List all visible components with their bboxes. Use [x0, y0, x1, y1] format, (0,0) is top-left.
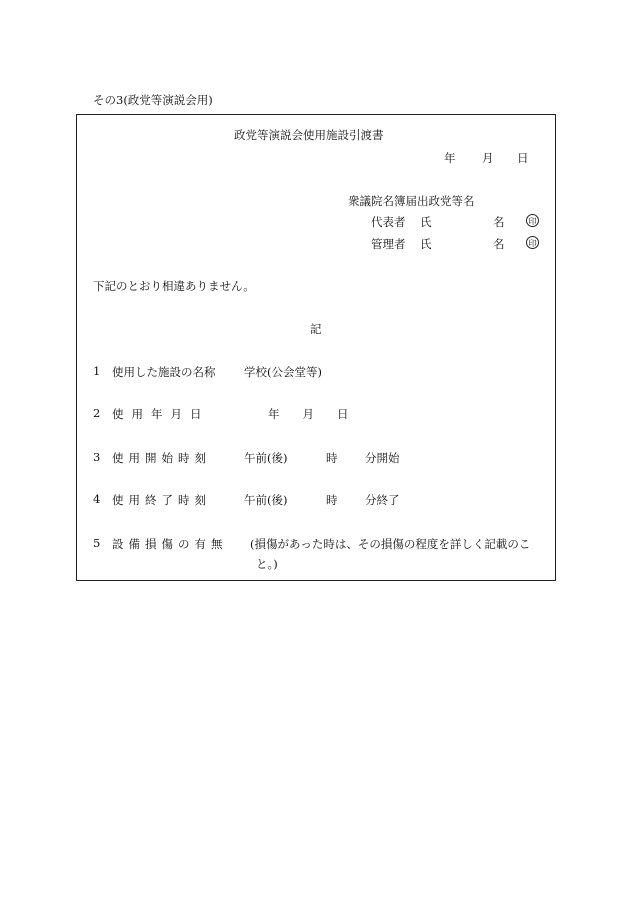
- manager-seal: [526, 235, 539, 249]
- item-5-value: (損傷があった時は、その損傷の程度を詳しく記載のこ: [250, 537, 531, 551]
- item-3-label: 使用開始時刻: [112, 451, 211, 465]
- representative-seal: [526, 213, 539, 227]
- item-4-suffix: 分終了: [365, 493, 400, 507]
- item-4-number: 4: [93, 492, 101, 506]
- item-3-hour: 時: [326, 451, 338, 465]
- party-name-label: 衆議院名簿届出政党等名: [348, 194, 475, 208]
- manager-given-label: 名: [493, 237, 505, 251]
- representative-role: 代表者: [371, 215, 406, 229]
- item-4-hour: 時: [326, 493, 338, 507]
- item-1-value: 学校(公会堂等): [244, 365, 322, 379]
- item-1-label: 使用した施設の名称: [112, 365, 216, 379]
- date-year-label: 年: [444, 151, 456, 165]
- item-5-number: 5: [93, 536, 101, 550]
- seal-icon: 印: [526, 236, 539, 249]
- document-title: 政党等演説会使用施設引渡書: [234, 128, 384, 142]
- seal-icon: 印: [526, 214, 539, 227]
- ki-heading: 記: [310, 322, 322, 336]
- representative-surname-label: 氏: [420, 215, 432, 229]
- item-5-label: 設備損傷の有無: [112, 537, 228, 551]
- manager-role: 管理者: [371, 237, 406, 251]
- item-4-label: 使用終了時刻: [112, 493, 211, 507]
- item-3-prefix: 午前(後): [244, 451, 288, 465]
- form-label: その3(政党等演説会用): [93, 93, 213, 107]
- item-3-suffix: 分開始: [365, 451, 400, 465]
- item-2-value: 年 月 日: [268, 407, 349, 421]
- item-2-label: 使用年月日: [112, 407, 210, 421]
- manager-surname-label: 氏: [420, 237, 432, 251]
- date-day-label: 日: [517, 151, 529, 165]
- item-3-number: 3: [93, 450, 101, 464]
- document-frame: [76, 114, 556, 581]
- item-5-value-continued: と。): [256, 557, 278, 571]
- statement-text: 下記のとおり相違ありません。: [93, 279, 255, 293]
- item-2-number: 2: [93, 406, 101, 420]
- date-month-label: 月: [482, 151, 494, 165]
- item-4-prefix: 午前(後): [244, 493, 288, 507]
- representative-given-label: 名: [493, 215, 505, 229]
- item-1-number: 1: [93, 364, 101, 378]
